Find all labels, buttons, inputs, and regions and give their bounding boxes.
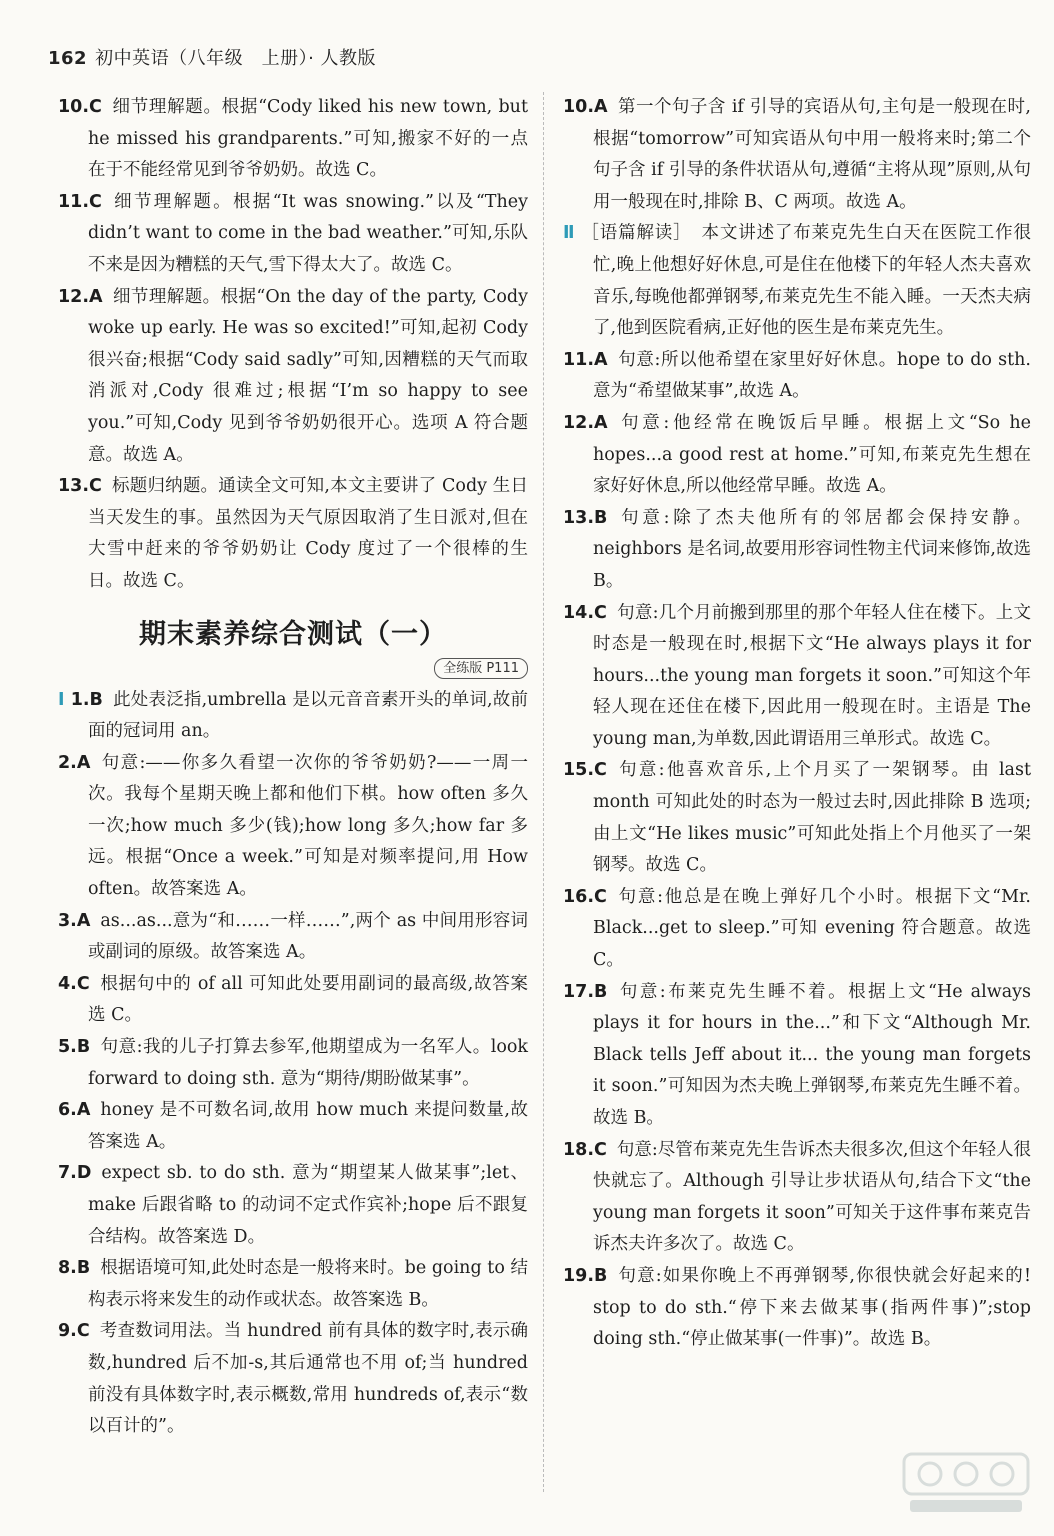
- answer-item: [58, 748, 528, 906]
- answer-text: 考查数词用法。当 hundred 前有具体的数字时,表示确数,hundred 后不加-s,其后通常也不用 of;当 hundred 前没有具体数字时,表示概数,常用 hundreds of,表示“数以百计的”。: [88, 1321, 528, 1437]
- answer-text: 句意:他喜欢音乐,上个月买了一架钢琴。由 last month 可知此处的时态为一般过去时,因此排除 B 选项;由上文“He likes music”可知此处指上个月他买了一架钢琴。故选 C。: [593, 760, 1031, 876]
- answer-item: [58, 471, 528, 597]
- answer-item: [58, 1253, 528, 1316]
- answer-number: 1.B: [70, 689, 103, 710]
- answer-number: 2.A: [58, 752, 91, 773]
- answer-text: 根据语境可知,此处时态是一般将来时。be going to 结构表示将来发生的动作或状态。故答案选 B。: [88, 1258, 528, 1310]
- answer-text: 句意:他总是在晚上弹好几个小时。根据下文“Mr. Black...get to sleep.”可知 evening 符合题意。故选 C。: [593, 886, 1031, 971]
- answer-number: 14.C: [563, 602, 607, 623]
- passage-summary: [563, 218, 1031, 344]
- page-number: 162: [48, 48, 88, 69]
- answer-item: [58, 187, 528, 282]
- answer-number: 15.C: [563, 760, 607, 781]
- left-top-answers: [58, 92, 528, 598]
- answer-text: 句意:尽管布莱克先生告诉杰夫很多次,但这个年轻人很快就忘了。Although 引导让步状语从句,结合下文“the young man forgets it soon”可知关于这件事布莱克告诉杰夫许多次了。故选 C。: [593, 1139, 1031, 1255]
- answer-item: [563, 1261, 1031, 1356]
- right-column: [563, 92, 1031, 1356]
- answer-number: 9.C: [58, 1321, 90, 1342]
- passage-label: ［语篇解读］: [581, 223, 692, 244]
- answer-number: 12.A: [58, 286, 103, 307]
- answer-item: [563, 1135, 1031, 1261]
- answer-number: 3.A: [58, 910, 91, 931]
- answer-item: [58, 969, 528, 1032]
- answer-text: 句意:布莱克先生睡不着。根据上文“He always plays it for hours in the...”和下文“Although Mr. Black tells Jeff about it... the young man forgets it soon.”可知因为杰夫晚上弹钢琴,布莱克先生睡不着。故选 B。: [593, 981, 1031, 1128]
- answer-text: as...as...意为“和……一样……”,两个 as 中间用形容词或副词的原级。故答案选 A。: [88, 910, 528, 963]
- answer-item: [58, 685, 528, 748]
- answer-item: [58, 92, 528, 187]
- answer-text: 句意:——你多久看望一次你的爷爷奶奶?——一周一次。我每个星期天晚上都和他们下棋。how often 多久一次;how much 多少(钱);how long 多久;how far 多远。根据“Once a week.”可知是对频率提问,用 How often。故答案选 A。: [88, 752, 528, 900]
- answer-text: 细节理解题。根据“It was snowing.”以及“They didn’t want to come in the bad weather.”可知,乐队不来是因为糟糕的天气,雪下得太大了。故选 C。: [88, 191, 528, 275]
- answer-number: 19.B: [563, 1265, 608, 1286]
- answer-number: 4.C: [58, 973, 90, 994]
- column-divider: [543, 92, 544, 1492]
- answer-item: [563, 92, 1031, 218]
- answer-text: 此处表泛指,umbrella 是以元音音素开头的单词,故前面的冠词用 an。: [88, 689, 528, 742]
- answer-number: 11.C: [58, 191, 102, 212]
- answer-item: [563, 755, 1031, 881]
- answer-number: 18.C: [563, 1139, 607, 1160]
- answer-item: [563, 408, 1031, 503]
- passage-text: 本文讲述了布莱克先生白天在医院工作很忙,晚上他想好好休息,可是住在他楼下的年轻人杰夫喜欢音乐,每晚他都弹钢琴,布莱克先生不能入睡。一天杰夫病了,他到医院看病,正好他的医生是布莱克先生。: [593, 223, 1032, 339]
- page-header: [48, 44, 376, 70]
- answer-text: 句意:我的儿子打算去参军,他期望成为一名军人。look forward to doing sth. 意为“期待/期盼做某事”。: [88, 1037, 528, 1089]
- answer-item: [58, 1158, 528, 1253]
- answer-text: 句意:他经常在晚饭后早睡。根据上文“So he hopes...a good rest at home.”可知,布莱克先生想在家好好休息,所以他经常早睡。故选 A。: [593, 412, 1031, 497]
- part-marker: Ⅱ: [563, 223, 576, 244]
- answer-text: 句意:除了杰夫他所有的邻居都会保持安静。neighbors 是名词,故要用形容词性物主代词来修饰,故选 B。: [593, 507, 1031, 591]
- answer-item: [563, 345, 1031, 408]
- answer-item: [58, 906, 528, 969]
- answer-item: [58, 282, 528, 472]
- answer-text: 句意:如果你晚上不再弹钢琴,你很快就会好起来的! stop to do sth.“停下来去做某事(指两件事)”;stop doing sth.“停止做某事(一件事)”。故选 B。: [593, 1265, 1031, 1350]
- answer-number: 11.A: [563, 349, 608, 370]
- answer-text: 细节理解题。根据“Cody liked his new town, but he missed his grandparents.”可知,搬家不好的一点在于不能经常见到爷爷奶奶。故选 C。: [88, 97, 528, 181]
- book-title: 初中英语（八年级 上册）· 人教版: [95, 48, 377, 69]
- ref-tag: 全练版 P111: [434, 658, 528, 679]
- answer-number: 17.B: [563, 981, 608, 1002]
- answer-text: 细节理解题。根据“On the day of the party, Cody woke up early. He was so excited!”可知,起初 Cody 很兴奋;根据“Cody said sadly”可知,因糟糕的天气而取消派对,Cody 很难过;根据“I’m so happy to see you.”可知,Cody 见到爷爷奶奶很开心。选项 A 符合题意。故选 A。: [88, 286, 528, 465]
- answer-item: [58, 1032, 528, 1095]
- answer-number: 10.A: [563, 97, 608, 117]
- answer-number: 10.C: [58, 97, 102, 117]
- answer-number: 16.C: [563, 886, 607, 907]
- left-bottom-answers: [58, 685, 528, 1443]
- answer-number: 5.B: [58, 1037, 91, 1058]
- answer-text: 第一个句子含 if 引导的宾语从句,主句是一般现在时,根据“tomorrow”可知宾语从句中用一般将来时;第二个句子含 if 引导的条件状语从句,遵循“主将从现”原则,从句用一般现在时,排除 B、C 两项。故选 A。: [593, 97, 1031, 212]
- left-column: [58, 92, 528, 1443]
- watermark-logo-icon: [900, 1448, 1032, 1518]
- part-marker: Ⅰ: [58, 689, 65, 710]
- answer-text: expect sb. to do sth. 意为“期望某人做某事”;let、make 后跟省略 to 的动词不定式作宾补;hope 后不跟复合结构。故答案选 D。: [88, 1163, 528, 1247]
- answer-number: 13.C: [58, 476, 102, 497]
- answer-item: [58, 1095, 528, 1158]
- answer-text: honey 是不可数名词,故用 how much 来提问数量,故答案选 A。: [88, 1100, 528, 1152]
- answer-number: 7.D: [58, 1163, 92, 1184]
- answer-number: 8.B: [58, 1258, 91, 1279]
- answer-number: 12.A: [563, 412, 608, 433]
- ref-tag-row: [58, 657, 528, 681]
- answer-item: [563, 882, 1031, 977]
- answer-text: 句意:所以他希望在家里好好休息。hope to do sth. 意为“希望做某事”,故选 A。: [593, 349, 1031, 402]
- answer-item: [563, 977, 1031, 1135]
- answer-item: [563, 598, 1031, 756]
- answer-text: 根据句中的 of all 可知此处要用副词的最高级,故答案选 C。: [88, 973, 528, 1026]
- answer-text: 句意:几个月前搬到那里的那个年轻人住在楼下。上文时态是一般现在时,根据下文“He always plays it for hours...the young man forgets it soon.”可知这个年轻人现在还住在楼下,因此用一般现在时。主语是 The young man,为单数,因此谓语用三单形式。故选 C。: [593, 602, 1031, 749]
- answer-item: [563, 503, 1031, 598]
- answer-number: 6.A: [58, 1100, 91, 1121]
- answer-text: 标题归纳题。通读全文可知,本文主要讲了 Cody 生日当天发生的事。虽然因为天气原因取消了生日派对,但在大雪中赶来的爷爷奶奶让 Cody 度过了一个很棒的生日。故选 C。: [88, 476, 528, 591]
- section-title: 期末素养综合测试（一）: [139, 618, 447, 650]
- answer-item: [58, 1316, 528, 1442]
- answer-number: 13.B: [563, 507, 608, 528]
